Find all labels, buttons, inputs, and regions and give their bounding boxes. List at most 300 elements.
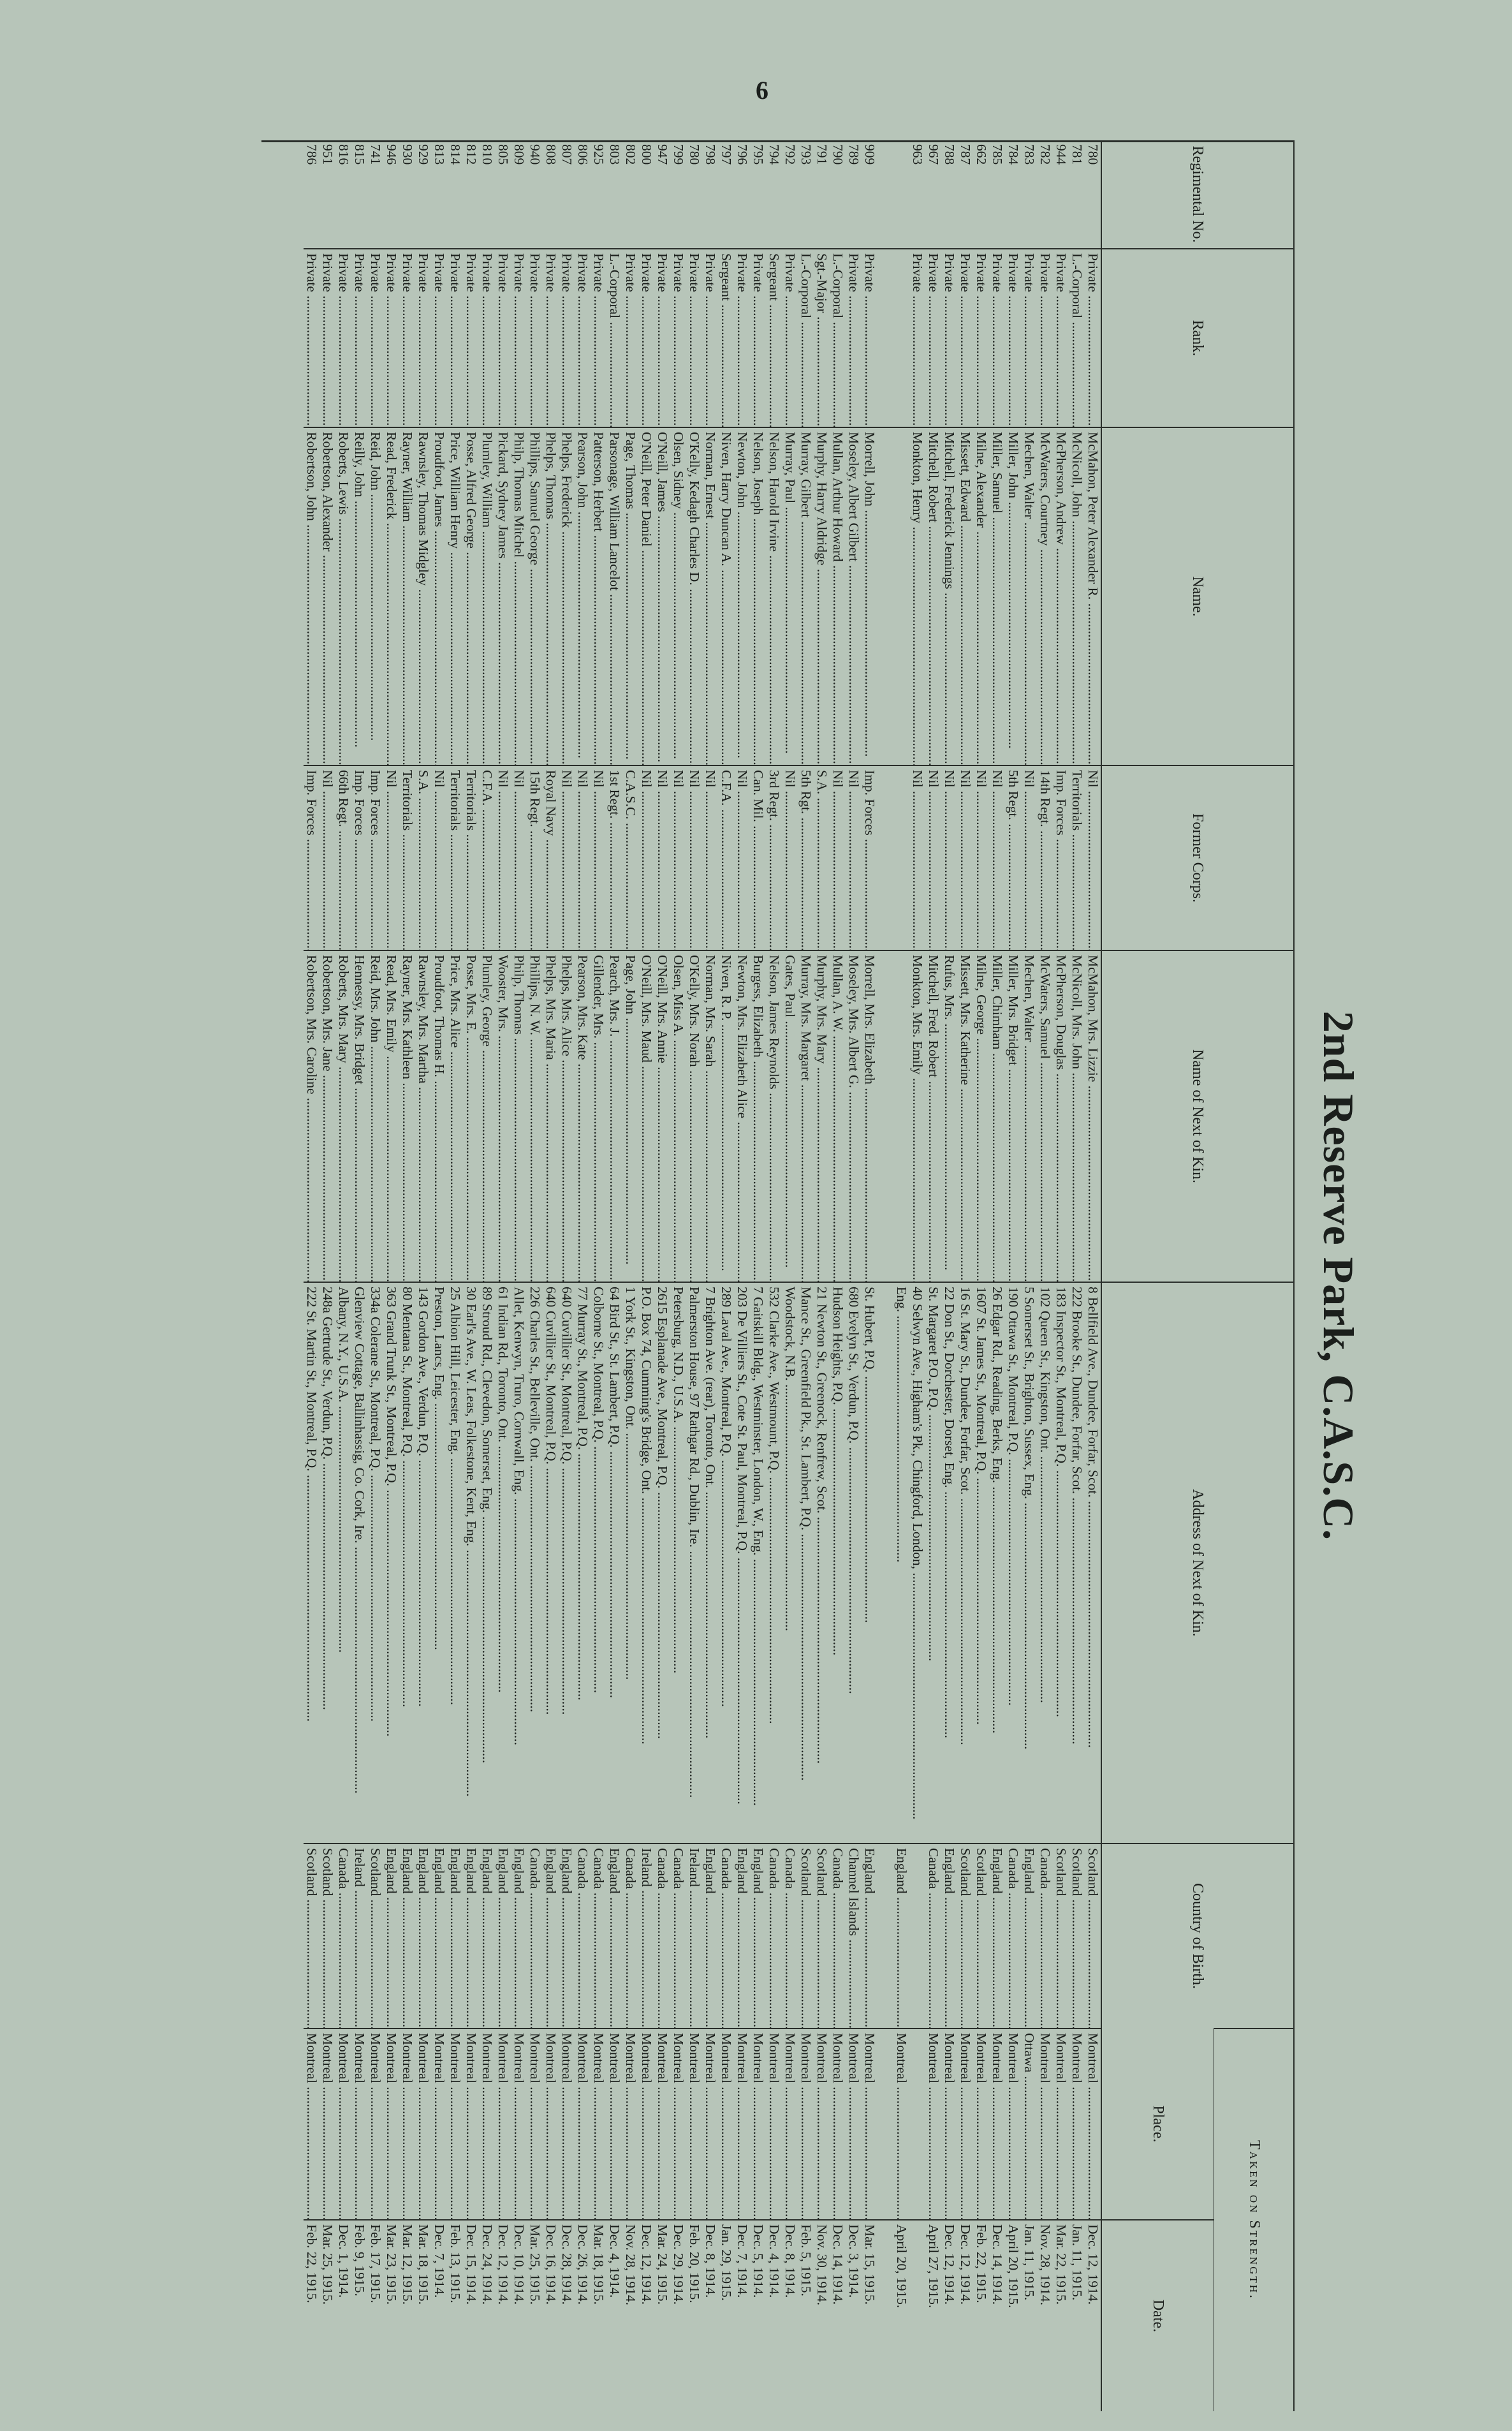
cell-date: Jan. 11, 1915. (1069, 2220, 1085, 2411)
cell-place: Montreal ..... (782, 2028, 798, 2220)
cell-name: McWaters, Courtney ..... (1037, 427, 1053, 765)
cell-rank: Private ..... (862, 249, 877, 427)
cell-rank: Private ..... (351, 249, 367, 427)
cell-regimental-no: 795 (751, 144, 766, 165)
cell-date: Feb. 5, 1915. (798, 2220, 814, 2411)
cell-regimental-no: 797 (719, 144, 734, 165)
spacer-cell (877, 765, 893, 950)
cell-name: Reilly, John ..... (351, 427, 367, 765)
cell-former-corps: Nil ..... (654, 765, 670, 950)
cell-rank: Private ..... (495, 249, 511, 427)
cell-next-of-kin: Gates, Paul ..... (782, 950, 798, 1282)
table-row (654, 140, 670, 2411)
cell-country: Scotland ..... (957, 1844, 973, 2028)
cell-rank (893, 249, 909, 427)
cell-country: England ..... (702, 1844, 718, 2028)
cell-next-of-kin: Rufus, Mrs. ..... (941, 950, 957, 1282)
cell-place: Montreal ..... (351, 2028, 367, 2220)
table-row (830, 140, 846, 2411)
cell-place: Montreal ..... (973, 2028, 989, 2220)
cell-address: 77 Murray St., Montreal, P.Q. ..... (575, 1282, 591, 1844)
cell-regimental-no: 810 (480, 144, 495, 165)
cell-rank: Private ..... (447, 249, 463, 427)
cell-former-corps: 66th Regt. ..... (335, 765, 351, 950)
table-row (415, 140, 431, 2411)
cell-rank: Private ..... (909, 249, 925, 427)
cell-regimental-no: 741 (368, 144, 383, 165)
cell-regimental-no: 662 (974, 144, 989, 165)
cell-former-corps: C.F.A. ..... (479, 765, 495, 950)
cell-date: Dec. 12, 1914. (941, 2220, 957, 2411)
header-next-of-kin: Name of Next of Kin. (1101, 950, 1293, 1282)
cell-next-of-kin: Gillender, Mrs. ..... (591, 950, 606, 1282)
cell-place: Montreal ..... (527, 2028, 543, 2220)
cell-country: Canada ..... (670, 1844, 686, 2028)
table-row (734, 140, 750, 2411)
cell-name: Patterson, Herbert ..... (591, 427, 606, 765)
cell-address: Palmerston House, 97 Rathgar Rd., Dublin, Ire. ..... (686, 1282, 702, 1844)
cell-place: Montreal ..... (862, 2028, 877, 2220)
cell-address: Preston, Lancs, Eng. ..... (431, 1282, 447, 1844)
cell-address: 640 Cuvillier St., Montreal, P.Q. ..... (559, 1282, 575, 1844)
cell-place: Montreal ..... (766, 2028, 782, 2220)
cell-date: Mar. 18, 1915. (591, 2220, 606, 2411)
cell-country: England ..... (734, 1844, 750, 2028)
cell-rank: Private ..... (941, 249, 957, 427)
cell-regimental-no: 909 (862, 144, 877, 165)
cell-address: Woodstock, N.B. ..... (782, 1282, 798, 1844)
cell-place (909, 2028, 925, 2220)
cell-next-of-kin: Mitchell, Fred. Robert ..... (925, 950, 941, 1282)
cell-next-of-kin: Rayner, Mrs. Kathleen ..... (399, 950, 415, 1282)
cell-rank: Private ..... (559, 249, 575, 427)
cell-next-of-kin: Pearch, Mrs. J. ..... (606, 950, 622, 1282)
cell-regimental-no: 805 (495, 144, 511, 165)
cell-former-corps: Territorials ..... (463, 765, 479, 950)
cell-former-corps: Nil ..... (431, 765, 447, 950)
cell-country: Canada ..... (782, 1844, 798, 2028)
cell-former-corps: Nil ..... (782, 765, 798, 950)
cell-name (893, 427, 909, 765)
cell-date: Nov. 28, 1914. (1037, 2220, 1053, 2411)
cell-next-of-kin: O'Kelly, Mrs. Norah ..... (686, 950, 702, 1282)
table-row (702, 140, 718, 2411)
cell-country: Canada ..... (335, 1844, 351, 2028)
cell-country: England ..... (383, 1844, 399, 2028)
cell-country: Ireland ..... (686, 1844, 702, 2028)
cell-rank: Private ..... (431, 249, 447, 427)
table-row (973, 140, 989, 2411)
table-row (559, 140, 575, 2411)
table-row (511, 140, 527, 2411)
cell-country: England ..... (431, 1844, 447, 2028)
cell-country: England ..... (989, 1844, 1005, 2028)
cell-place: Montreal ..... (559, 2028, 575, 2220)
cell-regimental-no: 798 (703, 144, 718, 165)
cell-regimental-no: 967 (926, 144, 941, 165)
cell-next-of-kin: Robertson, Mrs. Jane ..... (319, 950, 335, 1282)
cell-former-corps: Imp. Forces ..... (351, 765, 367, 950)
cell-former-corps: Can. Mil. ..... (750, 765, 766, 950)
cell-name: McNicoll, John ..... (1069, 427, 1085, 765)
cell-next-of-kin: Philp, Thomas ..... (511, 950, 527, 1282)
cell-rank: Private ..... (335, 249, 351, 427)
table-row (798, 140, 814, 2411)
cell-former-corps: 5th Regt. ..... (1005, 765, 1021, 950)
cell-regimental-no: 782 (1038, 144, 1053, 165)
cell-former-corps: 14th Regt. ..... (1037, 765, 1053, 950)
table-row (319, 140, 335, 2411)
cell-place: Montreal ..... (367, 2028, 383, 2220)
cell-next-of-kin: Plumley, George ..... (479, 950, 495, 1282)
cell-former-corps: Nil ..... (383, 765, 399, 950)
cell-next-of-kin: Reid, Mrs. John ..... (367, 950, 383, 1282)
cell-name: Niven, Harry Duncan A. ..... (718, 427, 734, 765)
cell-rank: Private ..... (304, 249, 319, 427)
cell-date: Mar. 18, 1915. (415, 2220, 431, 2411)
cell-country: Canada ..... (527, 1844, 543, 2028)
cell-date: Dec. 3, 1914. (846, 2220, 862, 2411)
cell-date: Dec. 8, 1914. (702, 2220, 718, 2411)
cell-regimental-no: 940 (527, 144, 543, 165)
cell-country: England ..... (893, 1844, 909, 2028)
cell-country: England ..... (750, 1844, 766, 2028)
header-name: Name. (1101, 427, 1293, 765)
cell-address: 64 Bird St., St. Lambert, P.Q. ..... (606, 1282, 622, 1844)
cell-address: 7 Brighton Ave. (rear), Toronto, Ont. ..... (702, 1282, 718, 1844)
table-row (575, 140, 591, 2411)
cell-address: 40 Selwyn Ave., Higham's Pk., Chingford, London, ..... (909, 1282, 925, 1844)
cell-place: Montreal ..... (957, 2028, 973, 2220)
cell-former-corps: Nil ..... (1085, 765, 1101, 950)
cell-place: Montreal ..... (591, 2028, 606, 2220)
header-regimental-no: Regimental No. (1101, 140, 1293, 249)
cell-address: Allet, Kenwyn, Truro, Cornwall, Eng. ..... (511, 1282, 527, 1844)
cell-place: Montreal ..... (399, 2028, 415, 2220)
table-row (1053, 140, 1069, 2411)
header-rank: Rank. (1101, 249, 1293, 427)
cell-name: Posse, Alfred George ..... (463, 427, 479, 765)
cell-address: 61 Indian Rd., Toronto, Ont. ..... (495, 1282, 511, 1844)
cell-former-corps: Territorials ..... (1069, 765, 1085, 950)
cell-rank: Sgt.-Major ..... (814, 249, 830, 427)
table-row (622, 140, 638, 2411)
cell-regimental-no: 800 (639, 144, 654, 165)
spacer-cell (877, 140, 893, 249)
cell-next-of-kin: Miller, Mrs. Bridget ..... (1005, 950, 1021, 1282)
cell-rank: Private ..... (399, 249, 415, 427)
cell-rank: Private ..... (575, 249, 591, 427)
cell-country: England ..... (463, 1844, 479, 2028)
cell-country: England ..... (862, 1844, 877, 2028)
table-row (686, 140, 702, 2411)
table-row (335, 140, 351, 2411)
cell-place: Montreal ..... (447, 2028, 463, 2220)
cell-rank: Private ..... (543, 249, 559, 427)
cell-address: 21 Newton St., Greenock, Renfrew, Scot. ..... (814, 1282, 830, 1844)
cell-next-of-kin: Norman, Mrs. Sarah ..... (702, 950, 718, 1282)
cell-former-corps: 15th Regt. ..... (527, 765, 543, 950)
cell-place: Montreal ..... (925, 2028, 941, 2220)
cell-place: Montreal ..... (495, 2028, 511, 2220)
cell-name: Rayner, William ..... (399, 427, 415, 765)
cell-country: England ..... (606, 1844, 622, 2028)
cell-next-of-kin: Olsen, Miss A. ..... (670, 950, 686, 1282)
cell-place: Montreal ..... (622, 2028, 638, 2220)
cell-address: 7 Gaitskill Bldg., Westminster, London, W., Eng. ..... (750, 1282, 766, 1844)
cell-address: Hudson Heights, P.Q. ..... (830, 1282, 846, 1844)
cell-next-of-kin: Nelson, James Reynolds ..... (766, 950, 782, 1282)
cell-name: McMahon, Peter Alexander R. ..... (1085, 427, 1101, 765)
cell-rank: Private ..... (511, 249, 527, 427)
table-top-rule (1293, 140, 1295, 2411)
cell-next-of-kin: Murphy, Mrs. Mary ..... (814, 950, 830, 1282)
cell-former-corps: Nil ..... (559, 765, 575, 950)
cell-name: Phillips, Samuel George ..... (527, 427, 543, 765)
cell-rank: Private ..... (622, 249, 638, 427)
table-row (989, 140, 1005, 2411)
cell-place: Montreal ..... (479, 2028, 495, 2220)
cell-regimental-no: 785 (990, 144, 1005, 165)
cell-address: Albany, N.Y., U.S.A. ..... (335, 1282, 351, 1844)
cell-former-corps: Nil ..... (702, 765, 718, 950)
cell-name: Read, Frederick ..... (383, 427, 399, 765)
cell-country: England ..... (511, 1844, 527, 2028)
cell-rank: Private ..... (1037, 249, 1053, 427)
cell-address: 334a Colerane St., Montreal, P.Q. ..... (367, 1282, 383, 1844)
cell-former-corps: S.A. ..... (415, 765, 431, 950)
cell-rank: L.-Corporal ..... (798, 249, 814, 427)
cell-next-of-kin: O'Neill, Mrs. Maud ..... (638, 950, 654, 1282)
cell-country: Canada ..... (925, 1844, 941, 2028)
cell-regimental-no: 796 (735, 144, 750, 165)
cell-address: 8 Bellfield Ave., Dundee, Forfar, Scot. ..... (1085, 1282, 1101, 1844)
cell-regimental-no: 789 (846, 144, 862, 165)
cell-address: 183 Inspector St., Montreal, P.Q. ..... (1053, 1282, 1069, 1844)
cell-date: Dec. 12, 1914. (495, 2220, 511, 2411)
cell-place: Montreal ..... (702, 2028, 718, 2220)
cell-rank: Private ..... (1021, 249, 1037, 427)
cell-place: Montreal ..... (750, 2028, 766, 2220)
cell-place: Montreal ..... (415, 2028, 431, 2220)
cell-date: Mar. 25, 1915. (527, 2220, 543, 2411)
cell-date: Mar. 24, 1915. (654, 2220, 670, 2411)
cell-country: Scotland ..... (814, 1844, 830, 2028)
cell-date: Nov. 30, 1914. (814, 2220, 830, 2411)
cell-name: Pearson, John ..... (575, 427, 591, 765)
cell-former-corps: Nil ..... (957, 765, 973, 950)
cell-address: 190 Ottawa St., Montreal, P.Q. ..... (1005, 1282, 1021, 1844)
cell-rank: Sergeant ..... (766, 249, 782, 427)
table-row (846, 140, 862, 2411)
cell-address: Petersburg, N.D., U.S.A. ..... (670, 1282, 686, 1844)
cell-next-of-kin: Page, John ..... (622, 950, 638, 1282)
table-row (479, 140, 495, 2411)
cell-next-of-kin: McMahon, Mrs. Lizzie ..... (1085, 950, 1101, 1282)
cell-former-corps: Imp. Forces ..... (862, 765, 877, 950)
cell-regimental-no: 815 (352, 144, 367, 165)
cell-former-corps: Territorials ..... (447, 765, 463, 950)
spacer-cell (877, 1844, 893, 2028)
cell-address: Colborne St., Montreal, P.Q. ..... (591, 1282, 606, 1844)
cell-date: Dec. 5, 1914. (750, 2220, 766, 2411)
cell-regimental-no (893, 140, 909, 249)
cell-former-corps: Nil ..... (830, 765, 846, 950)
table-row (909, 140, 925, 2411)
cell-place: Montreal ..... (383, 2028, 399, 2220)
cell-regimental-no: 790 (830, 144, 846, 165)
spacer-cell (877, 2220, 893, 2411)
cell-place: Montreal ..... (670, 2028, 686, 2220)
cell-country: Scotland ..... (304, 1844, 319, 2028)
cell-address: 226 Charles St., Belleville, Ont. ..... (527, 1282, 543, 1844)
cell-name: Missett, Edward ..... (957, 427, 973, 765)
cell-name: Olsen, Sidney ..... (670, 427, 686, 765)
cell-name: Miller, Samuel ..... (989, 427, 1005, 765)
cell-country (909, 1844, 925, 2028)
cell-date: Dec. 12, 1914. (957, 2220, 973, 2411)
cell-name: Reid, John ..... (367, 427, 383, 765)
cell-next-of-kin: O'Neill, Mrs. Annie ..... (654, 950, 670, 1282)
cell-address: 640 Cuvillier St., Montreal, P.Q. ..... (543, 1282, 559, 1844)
cell-address: 248a Gertrude St., Verdun, P.Q. ..... (319, 1282, 335, 1844)
cell-name: O'Neill, James ..... (654, 427, 670, 765)
table-row (399, 140, 415, 2411)
cell-address: 25 Albion Hill, Leicester, Eng. ..... (447, 1282, 463, 1844)
cell-former-corps: Imp. Forces ..... (304, 765, 319, 950)
cell-rank: Private ..... (989, 249, 1005, 427)
table-row (638, 140, 654, 2411)
cell-name: Nelson, Joseph ..... (750, 427, 766, 765)
table-row (941, 140, 957, 2411)
cell-date: April 20, 1915. (1005, 2220, 1021, 2411)
cell-name: McPherson, Andrew ..... (1053, 427, 1069, 765)
cell-rank: L.-Corporal ..... (830, 249, 846, 427)
cell-rank: Private ..... (463, 249, 479, 427)
cell-next-of-kin: Newton, Mrs. Elizabeth Alice ..... (734, 950, 750, 1282)
cell-next-of-kin: Rawnsley, Mrs. Martha ..... (415, 950, 431, 1282)
cell-country: England ..... (399, 1844, 415, 2028)
cell-place: Montreal ..... (1005, 2028, 1021, 2220)
cell-rank: Private ..... (670, 249, 686, 427)
cell-date: Mar. 12, 1915. (399, 2220, 415, 2411)
spacer-cell (877, 950, 893, 1282)
cell-next-of-kin: Price, Mrs. Alice ..... (447, 950, 463, 1282)
cell-address: Mance St., Greenfield Pk., St. Lambert, P.Q. ..... (798, 1282, 814, 1844)
cell-country: Scotland ..... (1069, 1844, 1085, 2028)
cell-next-of-kin: Phillips, N. W. ..... (527, 950, 543, 1282)
cell-rank: Private ..... (415, 249, 431, 427)
cell-address: 222 St. Martin St., Montreal, P.Q. ..... (304, 1282, 319, 1844)
cell-rank: Sergeant ..... (718, 249, 734, 427)
cell-date: Feb. 20, 1915. (686, 2220, 702, 2411)
cell-former-corps: Nil ..... (909, 765, 925, 950)
table-row (367, 140, 383, 2411)
cell-date: Feb. 9, 1915. (351, 2220, 367, 2411)
cell-regimental-no: 799 (671, 144, 686, 165)
cell-address: St. Margaret P.O., P.Q. ..... (925, 1282, 941, 1844)
table-row (351, 140, 367, 2411)
cell-name: Proudfoot, James ..... (431, 427, 447, 765)
cell-name: Norman, Ernest ..... (702, 427, 718, 765)
cell-rank: Private ..... (973, 249, 989, 427)
cell-place: Montreal ..... (814, 2028, 830, 2220)
cell-place: Montreal ..... (335, 2028, 351, 2220)
cell-place: Montreal ..... (638, 2028, 654, 2220)
cell-regimental-no: 780 (687, 144, 702, 165)
cell-name: Milne, Alexander ..... (973, 427, 989, 765)
cell-country: Canada ..... (654, 1844, 670, 2028)
cell-date: Mar. 15, 1915. (862, 2220, 877, 2411)
cell-place: Montreal ..... (941, 2028, 957, 2220)
cell-name: Murray, Paul ..... (782, 427, 798, 765)
cell-name: Plumley, William ..... (479, 427, 495, 765)
cell-next-of-kin: Robertson, Mrs. Caroline ..... (304, 950, 319, 1282)
cell-former-corps: Nil ..... (925, 765, 941, 950)
cell-place: Montreal ..... (606, 2028, 622, 2220)
cell-regimental-no: 791 (814, 144, 830, 165)
cell-regimental-no: 814 (448, 144, 463, 165)
cell-regimental-no: 946 (384, 144, 399, 165)
cell-address: 363 Grand Trunk St., Montreal, P.Q. ..... (383, 1282, 399, 1844)
cell-former-corps: Nil ..... (1021, 765, 1037, 950)
cell-regimental-no: 809 (511, 144, 527, 165)
cell-regimental-no: 813 (432, 144, 447, 165)
cell-regimental-no: 780 (1085, 144, 1101, 165)
spacer-cell (877, 2028, 893, 2220)
cell-regimental-no: 947 (655, 144, 670, 165)
cell-next-of-kin: Hennessy, Mrs. Bridget ..... (351, 950, 367, 1282)
cell-address: 22 Don St., Dorchester, Dorset, Eng. ..... (941, 1282, 957, 1844)
cell-place: Montreal ..... (846, 2028, 862, 2220)
cell-regimental-no: 783 (1022, 144, 1037, 165)
cell-name: Mitchell, Frederick Jennings ..... (941, 427, 957, 765)
cell-country: Ireland ..... (351, 1844, 367, 2028)
cell-country: Scotland ..... (798, 1844, 814, 2028)
cell-country: England ..... (941, 1844, 957, 2028)
cell-place: Montreal ..... (1037, 2028, 1053, 2220)
cell-address: 16 St. Mary St., Dundee, Forfar, Scot. ..... (957, 1282, 973, 1844)
cell-date: Dec. 26, 1914. (575, 2220, 591, 2411)
cell-next-of-kin: Wooster, Mrs. ..... (495, 950, 511, 1282)
row-spacer (877, 140, 893, 2411)
spacer-cell (877, 427, 893, 765)
cell-former-corps: Nil ..... (511, 765, 527, 950)
cell-place: Montreal ..... (304, 2028, 319, 2220)
cell-regimental-no: 787 (958, 144, 973, 165)
cell-regimental-no: 812 (464, 144, 479, 165)
cell-next-of-kin: Phelps, Mrs. Alice ..... (559, 950, 575, 1282)
header-country: Country of Birth. (1101, 1844, 1293, 2028)
cell-date: Dec. 14, 1914. (830, 2220, 846, 2411)
cell-name: Page, Thomas ..... (622, 427, 638, 765)
cell-address: 2615 Esplanade Ave., Montreal, P.Q. ..... (654, 1282, 670, 1844)
cell-place: Montreal ..... (798, 2028, 814, 2220)
cell-rank: Private ..... (591, 249, 606, 427)
cell-rank: Private ..... (527, 249, 543, 427)
cell-address: 89 Stroud Rd., Clevedon, Somerset, Eng. ..... (479, 1282, 495, 1844)
cell-regimental-no: 963 (910, 144, 925, 165)
cell-regimental-no: 930 (400, 144, 415, 165)
cell-rank: Private ..... (957, 249, 973, 427)
roster-body (304, 140, 1101, 2411)
spacer-cell (877, 1282, 893, 1844)
header-taken-on-strength: Taken on Strength. (1214, 2028, 1293, 2411)
cell-date: Feb. 17, 1915. (367, 2220, 383, 2411)
cell-regimental-no: 781 (1069, 144, 1085, 165)
cell-rank: Private ..... (479, 249, 495, 427)
table-row (814, 140, 830, 2411)
